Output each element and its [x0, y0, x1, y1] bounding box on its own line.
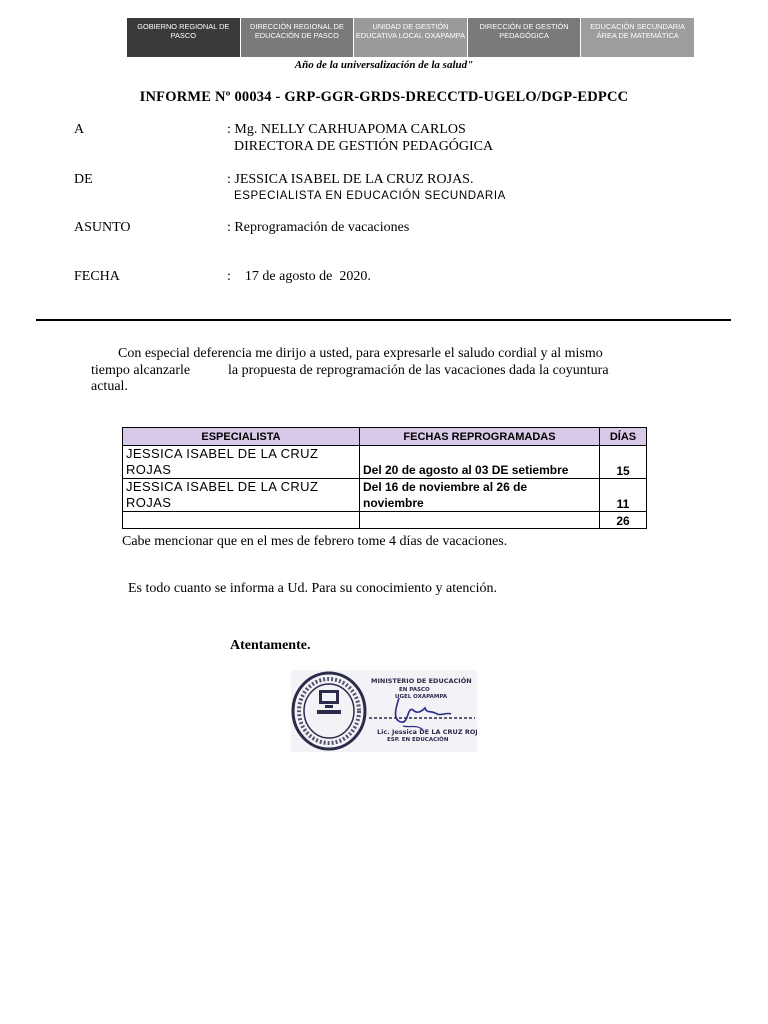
- cell-text: noviembre: [363, 496, 424, 510]
- stamp-graphic: [291, 670, 477, 752]
- body-line-1: Con especial deferencia me dirijo a usted, para expresarle el saludo cordial y al mismo: [118, 346, 603, 361]
- year-motto: Año de la universalización de la salud": [294, 59, 474, 71]
- table-row: [123, 446, 647, 479]
- cell-text: ROJAS: [126, 462, 172, 477]
- cell-text: ROJAS: [126, 495, 172, 510]
- header-cell-ugel: UNIDAD DE GESTIÓN EDUCATIVA LOCAL OXAPAMPA: [354, 18, 468, 57]
- table-total-row: [123, 512, 647, 529]
- field-a-value: : Mg. NELLY CARHUAPOMA CARLOS: [227, 122, 466, 137]
- field-asunto-label: ASUNTO: [74, 220, 131, 235]
- cell-specialist: [123, 479, 360, 512]
- closing-text: Es todo cuanto se informa a Ud. Para su conocimiento y atención.: [128, 581, 497, 596]
- stamp-signer-role: ESP. EN EDUCACIÓN: [387, 737, 449, 743]
- field-a-label: A: [74, 122, 85, 137]
- col-header-fechas: FECHAS REPROGRAMADAS: [360, 428, 600, 446]
- header-cell-gobierno: GOBIERNO REGIONAL DE PASCO: [127, 18, 241, 57]
- institution-header-band: [127, 18, 694, 57]
- body-line-2b: la propuesta de reprogramación de las vacaciones dada la coyuntura: [228, 363, 609, 378]
- field-fecha-value: : 17 de agosto de 2020.: [227, 269, 371, 284]
- col-header-especialista: ESPECIALISTA: [123, 428, 360, 446]
- cell-empty: [360, 512, 600, 529]
- field-fecha-label: FECHA: [74, 269, 120, 284]
- header-cell-secundaria: EDUCACIÓN SECUNDARIA ÁREA DE MATEMÁTICA: [581, 18, 694, 57]
- header-cell-gestion-pedagogica: DIRECCIÓN DE GESTIÓN PEDAGÓGICA: [468, 18, 582, 57]
- cell-dates: [360, 479, 600, 512]
- cell-text: Del 20 de agosto al 03 DE setiembre: [363, 463, 569, 477]
- report-title: INFORME Nº 00034 - GRP-GGR-GRDS-DRECCTD-UGELO/DGP-EDPCC: [139, 89, 629, 105]
- cell-text: JESSICA ISABEL DE LA CRUZ: [126, 479, 319, 494]
- signature-stamp: [291, 670, 477, 752]
- vacation-table: [122, 427, 647, 529]
- field-de-value: : JESSICA ISABEL DE LA CRUZ ROJAS.: [227, 172, 474, 187]
- cell-total-days: 26: [600, 512, 647, 529]
- stamp-line-3: UGEL OXAPAMPA: [395, 694, 448, 700]
- note-text: Cabe mencionar que en el mes de febrero tome 4 días de vacaciones.: [122, 534, 508, 549]
- body-line-3: actual.: [91, 379, 128, 394]
- cell-specialist: [123, 446, 360, 479]
- header-cell-direccion-regional: DIRECCIÓN REGIONAL DE EDUCACIÓN DE PASCO: [241, 18, 355, 57]
- separator-rule: [36, 319, 731, 321]
- cell-days: 11: [600, 479, 647, 512]
- field-de-label: DE: [74, 172, 93, 187]
- cell-empty: [123, 512, 360, 529]
- stamp-line-2: EN PASCO: [399, 687, 430, 693]
- cell-text: Del 16 de noviembre al 26 de: [363, 480, 528, 494]
- body-line-2a: tiempo alcanzarle: [91, 363, 191, 378]
- stamp-signer: Lic. Jessica DE LA CRUZ ROJAS: [377, 728, 477, 736]
- sign-off: Atentamente.: [230, 638, 311, 653]
- cell-text: JESSICA ISABEL DE LA CRUZ: [126, 446, 319, 461]
- field-asunto-value: : Reprogramación de vacaciones: [227, 220, 410, 235]
- coat-of-arms-icon: [317, 690, 341, 714]
- field-de-subtitle: ESPECIALISTA EN EDUCACIÓN SECUNDARIA: [234, 190, 506, 202]
- table-row: [123, 479, 647, 512]
- cell-dates: [360, 446, 600, 479]
- stamp-line-1: MINISTERIO DE EDUCACIÓN: [371, 677, 472, 685]
- col-header-dias: DÍAS: [600, 428, 647, 446]
- cell-days: 15: [600, 446, 647, 479]
- field-a-subtitle: DIRECTORA DE GESTIÓN PEDAGÓGICA: [234, 139, 494, 154]
- table-header-row: [123, 428, 647, 446]
